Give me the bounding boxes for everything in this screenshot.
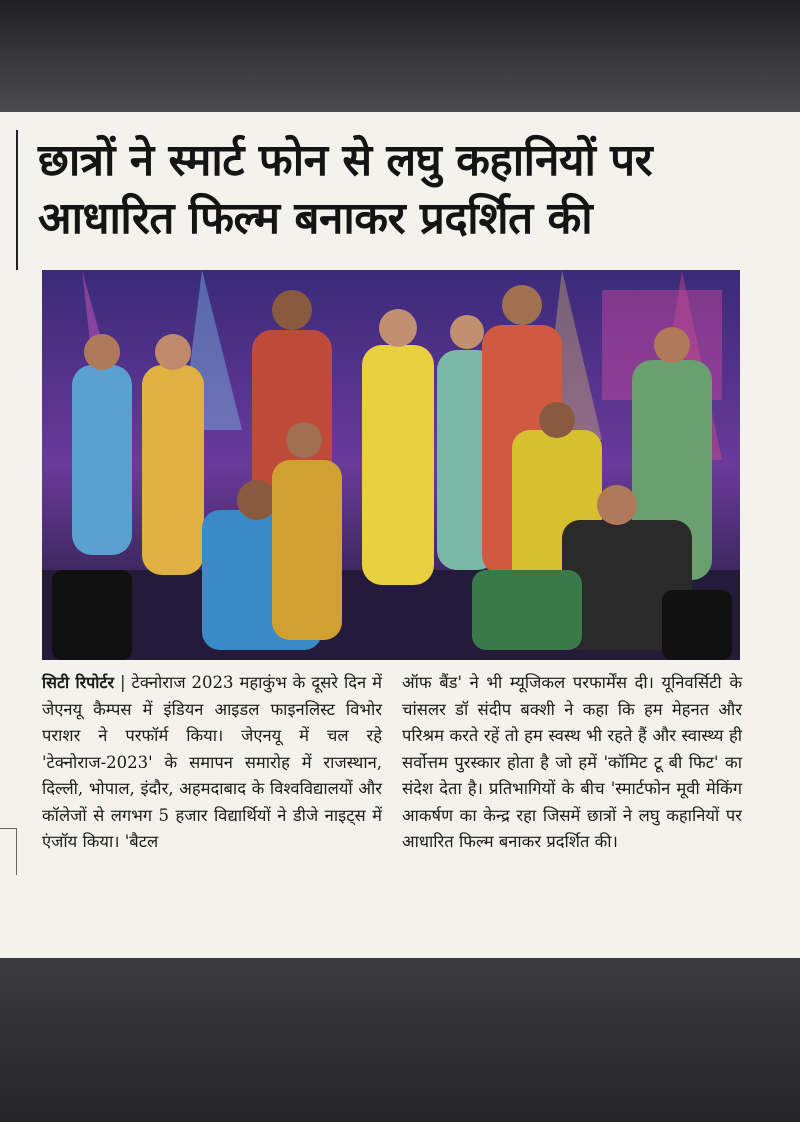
column-rule <box>16 130 18 270</box>
article-column-2: ऑफ बैंड' ने भी म्यूजिकल परफार्मेंस दी। यूनिवर्सिटी के चांसलर डॉ संदीप बक्शी ने कहा कि हम मेहनत और परिश्रम करते रहें तो हम स्वस्थ भी रहते हैं और स्वास्थ्य ही सर्वोत्तम पुरस्कार होता है जो हमें 'कॉमिट टू बी फिट' का संदेश देता है। प्रतिभागियों के बीच 'स्मार्टफोन मूवी मेकिंग आकर्षण का केन्द्र रहा जिसमें छात्रों ने लघु कहानियों पर आधारित फिल्म बनाकर प्रदर्शित की। <box>402 673 742 851</box>
column-1-text: | टेक्नोराज 2023 महाकुंभ के दूसरे दिन में जेएनयू कैम्पस में इंडियन आइडल फाइनलिस्ट विभोर पराशर ने परफॉर्म किया। जेएनयू में चल रहे 'टेक्नोराज-2023' के समापन समारोह में राजस्थान, दिल्ली, भोपाल, इंदौर, अहमदाबाद के विश्वविद्यालयों और कॉलेजों से लगभग 5 हजार विद्यार्थियों ने डीजे नाइट्स में एंजॉय किया। 'बैटल <box>42 673 382 851</box>
blurred-background-bottom <box>0 958 800 1122</box>
article-photo <box>42 270 740 660</box>
headline-line-2: आधारित फिल्म बनाकर प्रदर्शित की <box>38 193 593 244</box>
article-headline <box>38 132 778 248</box>
headline-line-1: छात्रों ने स्मार्ट फोन से लघु कहानियों पर <box>38 135 653 186</box>
article-body <box>42 670 742 856</box>
fashion-show-photo <box>42 270 740 660</box>
page-edge-mark <box>0 828 17 875</box>
article-column-1 <box>42 670 382 856</box>
byline: सिटी रिपोर्टर <box>42 673 114 692</box>
blurred-background-top <box>0 0 800 112</box>
